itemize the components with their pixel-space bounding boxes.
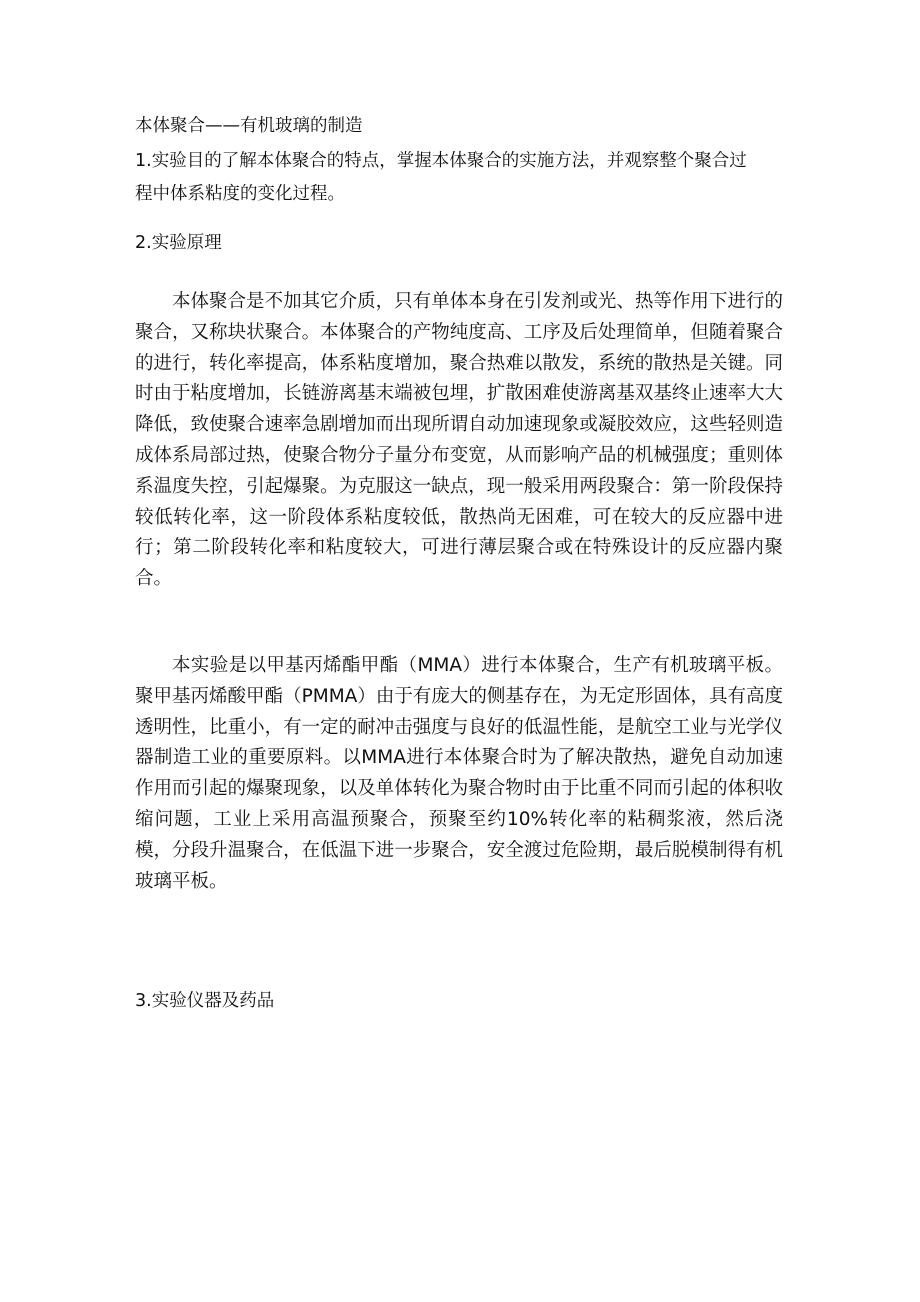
section1-purpose-line2: 程中体系粘度的变化过程。 (135, 184, 345, 204)
section1-purpose-line1: 1.实验目的了解本体聚合的特点，掌握本体聚合的实施方法，并观察整个聚合过 (135, 151, 747, 171)
principle-paragraph-2: 本实验是以甲基丙烯酯甲酯（MMA）进行本体聚合，生产有机玻璃平板。聚甲基丙烯酸甲酯（PMMA）由于有庞大的侧基存在，为无定形固体，具有高度透明性，比重小，有一定的耐冲击强度与良好的低温性能，是航空工业与光学仪器制造工业的重要原料。以MMA进行本体聚合时为了解决散热，避免自动加速作用而引起的爆聚现象，以及单体转化为聚合物时由于比重不同而引起的体积收缩问题，工业上采用高温预聚合，预聚至约10%转化率的粘稠浆液，然后浇模，分段升温聚合，在低温下进一步聚合，安全渡过危险期，最后脱模制得有机玻璃平板。 (135, 655, 783, 892)
document-title: 本体聚合——有机玻璃的制造 (135, 116, 363, 136)
section3-heading: 3.实验仪器及药品 (135, 991, 275, 1011)
principle-paragraph-1: 本体聚合是不加其它介质，只有单体本身在引发剂或光、热等作用下进行的聚合，又称块状聚合。本体聚合的产物纯度高、工序及后处理简单，但随着聚合的进行，转化率提高，体系粘度增加，聚合热难以散发，系统的散热是关键。同时由于粘度增加，长链游离基末端被包埋，扩散困难使游离基双基终止速率大大降低，致使聚合速率急剧增加而出现所谓自动加速现象或凝胶效应，这些轻则造成体系局部过热，使聚合物分子量分布变宽，从而影响产品的机械强度；重则体系温度失控，引起爆聚。为克服这一缺点，现一般采用两段聚合：第一阶段保持较低转化率，这一阶段体系粘度较低，散热尚无困难，可在较大的反应器中进行；第二阶段转化率和粘度较大，可进行薄层聚合或在特殊设计的反应器内聚合。 (135, 291, 783, 590)
section2-heading: 2.实验原理 (135, 233, 222, 253)
